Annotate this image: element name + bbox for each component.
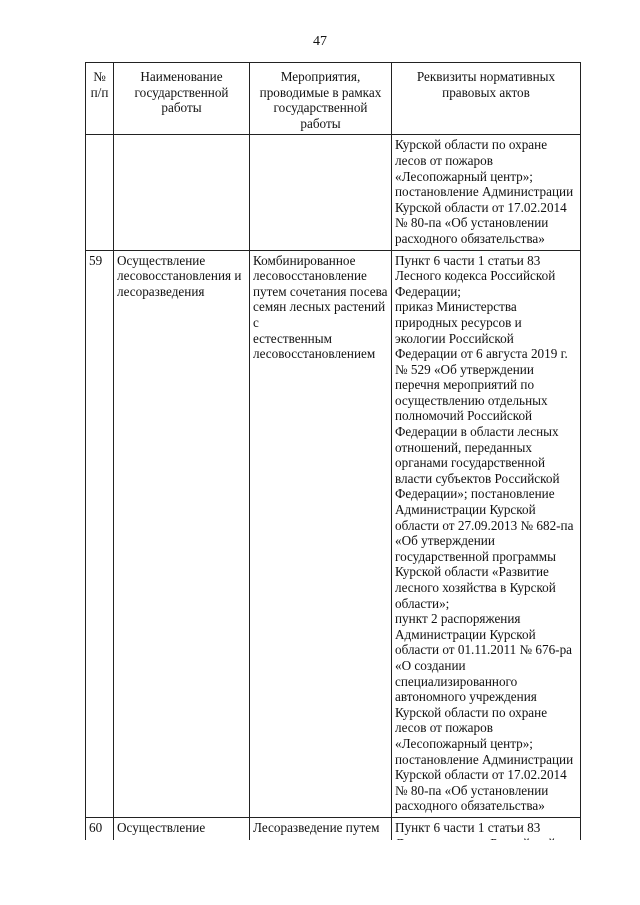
row-work-name: Осуществление лесовосстановления и лесоразведения [114, 250, 250, 817]
row-requisites: Курской области по охране лесов от пожаров «Лесопожарный центр»; постановление Администрации Курской области от 17.02.2014 № 80-па «Об установлении расходного обязательства» [392, 135, 581, 250]
table-header-row [86, 63, 581, 135]
row-activities: Лесоразведение путем [250, 817, 392, 885]
row-activities [250, 135, 392, 250]
page-number: 47 [313, 34, 327, 49]
row-number: 60 [86, 817, 114, 885]
header-number: № п/п [86, 63, 114, 135]
row-requisites: Пункт 6 части 1 статьи 83 Лесного кодекса Российской Федерации; приказ Министерства природных ресурсов и экологии Российской Федерации от 6 августа 2019 г. № 529 «Об утверждении перечня мероприятий по осуществлению отдельных полномочий Российской Федерации в области лесных отношений, переданных органами государственной власти субъектов Российской Федерации»; постановление Администрации Курской области от 27.09.2013 № 682-па «Об утверждении государственной программы Курской области «Развитие лесного хозяйства в Курской области»; пункт 2 распоряжения Администрации Курской области от 01.11.2011 № 676-ра «О создании специализированного автономного учреждения Курской области по охране лесов от пожаров «Лесопожарный центр»; постановление Администрации Курской области от 17.02.2014 № 80-па «Об установлении расходного обязательства» [392, 250, 581, 817]
legal-acts-table [85, 62, 581, 886]
row-work-name: Осуществление [114, 817, 250, 885]
header-activities: Мероприятия, проводимые в рамках государственной работы [250, 63, 392, 135]
table-row [86, 135, 581, 250]
table-row [86, 250, 581, 817]
row-work-name [114, 135, 250, 250]
row-number: 59 [86, 250, 114, 817]
row-requisites: Пункт 6 части 1 статьи 83 [392, 817, 581, 885]
page-bottom-margin [0, 840, 640, 905]
row-activities: Комбинированное лесовосстановление путем сочетания посева семян лесных растений с естественным лесовосстановлением [250, 250, 392, 817]
header-work-name: Наименование государственной работы [114, 63, 250, 135]
row-number [86, 135, 114, 250]
header-requisites: Реквизиты нормативных правовых актов [392, 63, 581, 135]
